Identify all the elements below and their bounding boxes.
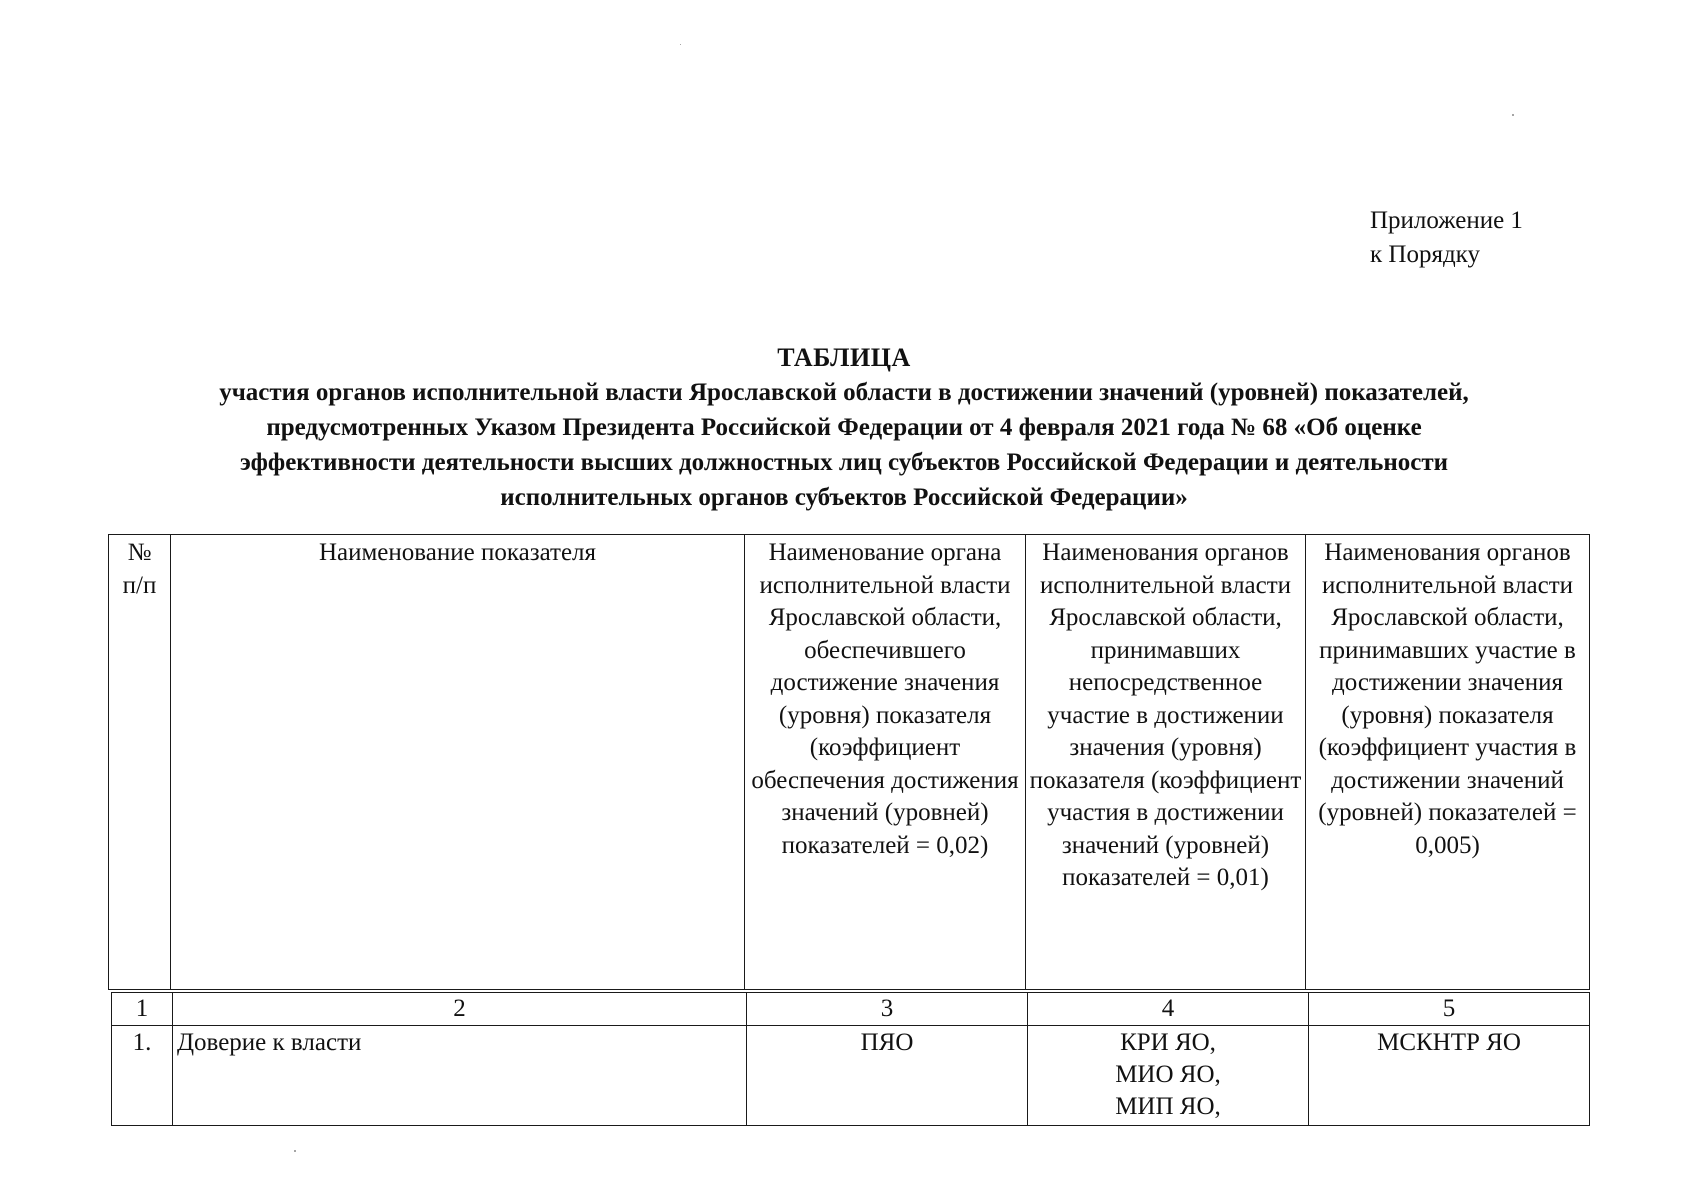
header-cell-responsible: Наименование органа исполнительной власти Ярославской области, обеспечившего достижение значения (уровня) показателя (коэффициент обеспечения достижения значений (уровней) показателей = 0,02) — [745, 535, 1026, 990]
title-main: ТАБЛИЦА — [777, 343, 911, 372]
row-direct — [1028, 1026, 1309, 1126]
header-cell-direct: Наименования органов исполнительной власти Ярославской области, принимавших непосредственное участие в достижении значения (уровня) показателя (коэффициент участия в достижении значений (уровней) показателей = 0,01) — [1026, 535, 1306, 990]
direct-org: КРИ ЯО, — [1120, 1029, 1216, 1056]
column-number: 4 — [1028, 993, 1309, 1026]
row-number: 1. — [112, 1026, 173, 1126]
row-indicator: Доверие к власти — [173, 1026, 747, 1126]
direct-org: МИП ЯО, — [1115, 1093, 1221, 1120]
row-responsible: ПЯО — [747, 1026, 1028, 1126]
header-cell-indicator: Наименование показателя — [171, 535, 745, 990]
header-row — [109, 535, 1590, 990]
column-number: 5 — [1309, 993, 1590, 1026]
appendix-line-1: Приложение 1 — [1370, 207, 1523, 234]
appendix-note — [1370, 204, 1523, 272]
scan-speck — [294, 1150, 296, 1152]
direct-org: МИО ЯО, — [1115, 1061, 1221, 1088]
table-row — [112, 1026, 1590, 1126]
scan-speck — [680, 44, 681, 45]
column-number: 3 — [747, 993, 1028, 1026]
row-participating: МСКНТР ЯО — [1309, 1026, 1590, 1126]
title-line-4: исполнительных органов субъектов Российской Федерации» — [500, 484, 1188, 511]
document-title — [110, 340, 1578, 515]
header-cell-number: № п/п — [109, 535, 171, 990]
title-line-3: эффективности деятельности высших должностных лиц субъектов Российской Федерации и деятельности — [239, 449, 1449, 476]
column-number-row — [112, 993, 1590, 1026]
appendix-line-2: к Порядку — [1370, 241, 1480, 268]
header-cell-participating: Наименования органов исполнительной власти Ярославской области, принимавших участие в достижении значения (уровня) показателя (коэффициент участия в достижении значений (уровней) показателей = 0,005) — [1306, 535, 1590, 990]
title-line-2: предусмотренных Указом Президента Российской Федерации от 4 февраля 2021 года № 68 «Об оценке — [266, 414, 1422, 441]
column-number: 2 — [173, 993, 747, 1026]
table-header — [108, 534, 1590, 990]
scan-speck — [1512, 114, 1514, 116]
title-line-1: участия органов исполнительной власти Ярославской области в достижении значений (уровней) показателей, — [219, 379, 1469, 406]
column-number: 1 — [112, 993, 173, 1026]
table-body — [111, 992, 1590, 1126]
